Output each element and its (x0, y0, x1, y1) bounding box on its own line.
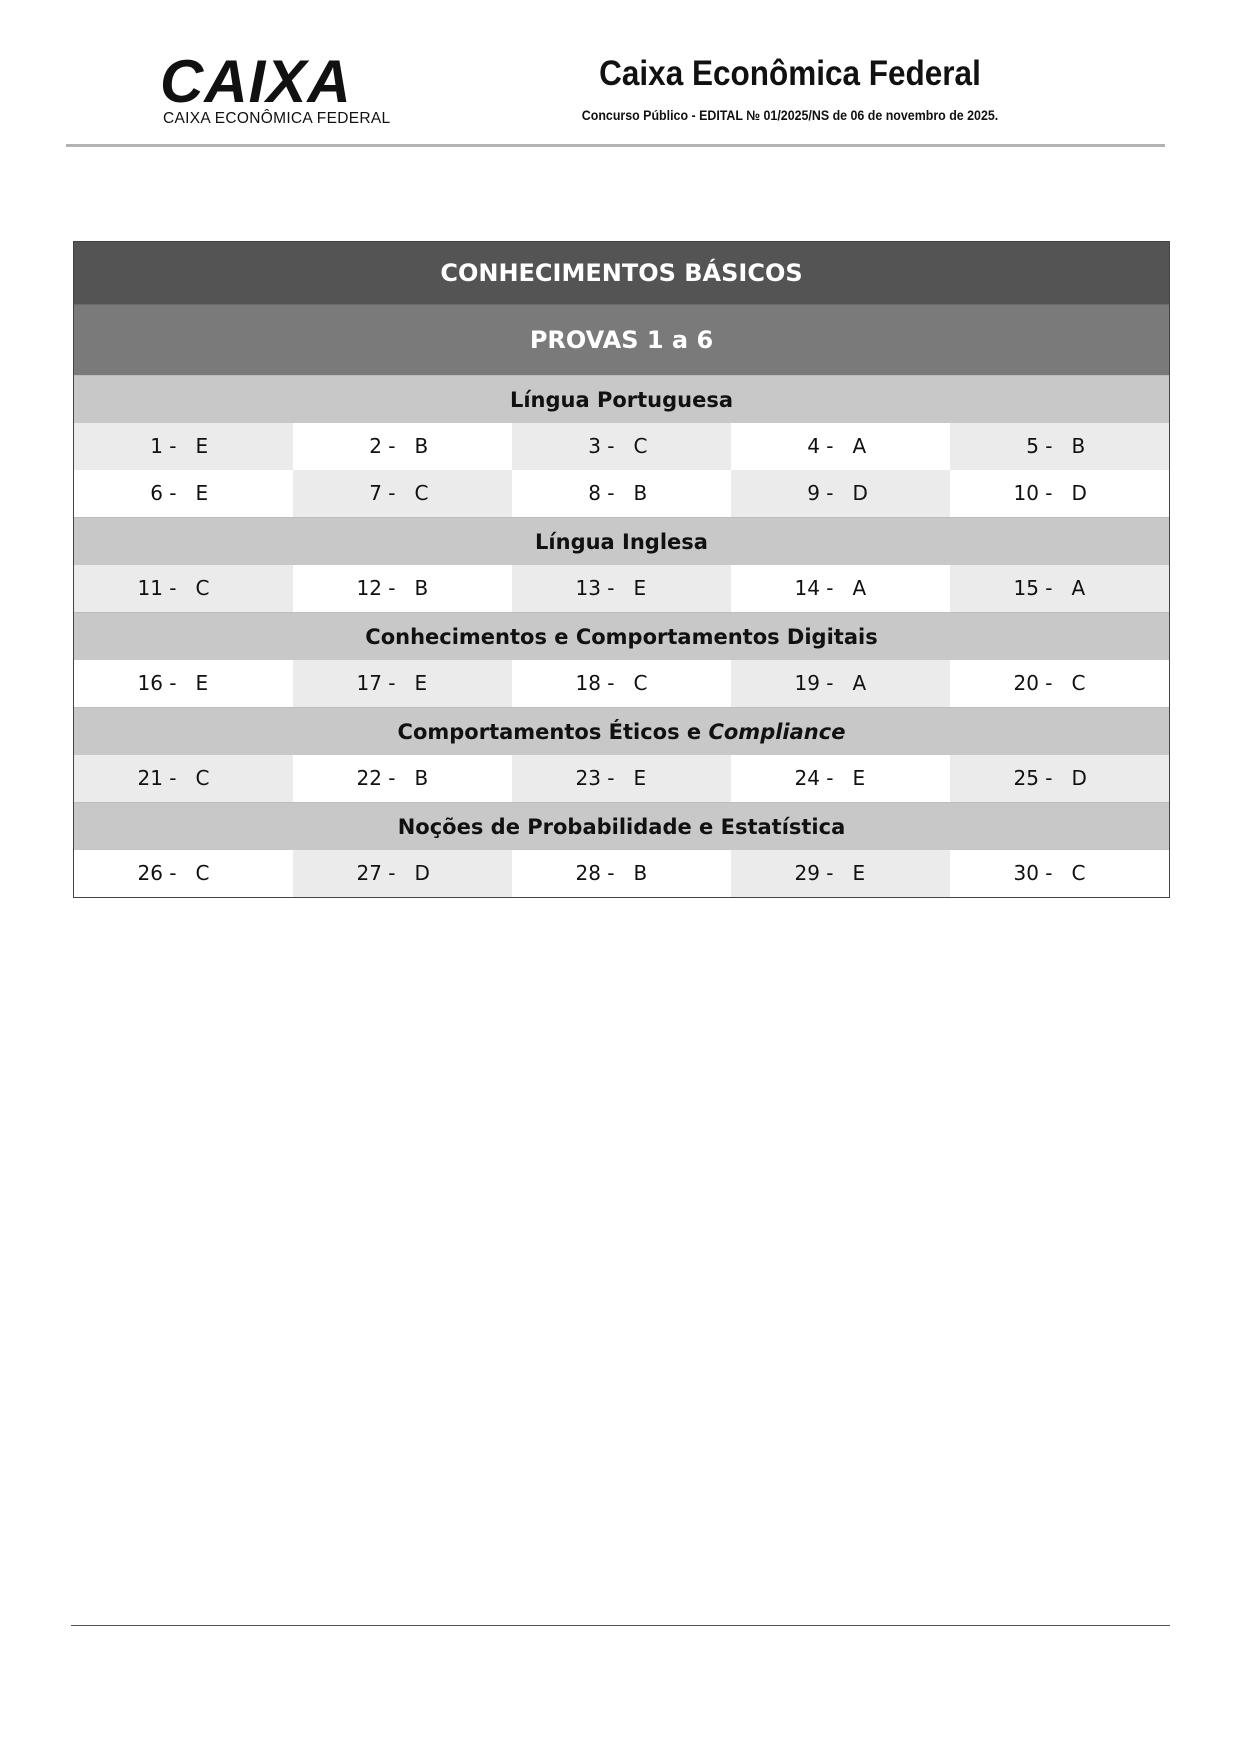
answer-letter: D (1071, 766, 1087, 790)
answer-letter: C (633, 434, 648, 458)
question-number: 21 - (137, 766, 177, 790)
subject-name: Comportamentos Éticos e (397, 719, 709, 744)
answer-cell (74, 470, 293, 517)
question-number: 14 - (794, 576, 834, 600)
answer-letter: B (414, 576, 429, 600)
answer-cell (731, 850, 950, 897)
section-title: CONHECIMENTOS BÁSICOS (74, 242, 1169, 304)
provas-title: PROVAS 1 a 6 (74, 304, 1169, 375)
subject-heading (74, 375, 1169, 423)
page-title: Caixa Econômica Federal (599, 54, 981, 93)
logo-wordmark: CAIXA (160, 48, 352, 115)
answers-row (74, 850, 1169, 897)
answer-letter: C (1071, 671, 1086, 695)
caixa-logo (160, 48, 391, 132)
answer-cell (731, 565, 950, 612)
question-number: 12 - (356, 576, 396, 600)
answer-letter: C (1071, 861, 1086, 885)
subject-heading (74, 612, 1169, 660)
answer-letter: D (1071, 481, 1087, 505)
answer-cell (731, 423, 950, 470)
answer-cell (950, 423, 1169, 470)
page-header (0, 0, 1241, 150)
subject-name: Língua Inglesa (535, 529, 708, 554)
question-number: 5 - (1026, 434, 1053, 458)
question-number: 1 - (150, 434, 177, 458)
answer-letter: A (1071, 576, 1086, 600)
answer-letter: C (633, 671, 648, 695)
answer-cell (731, 470, 950, 517)
answer-cell (293, 565, 512, 612)
answer-letter: E (195, 671, 209, 695)
answer-letter: B (633, 481, 648, 505)
answers-row (74, 565, 1169, 612)
answer-cell (512, 565, 731, 612)
answer-cell (293, 755, 512, 802)
subject-name-italic: Compliance (708, 719, 846, 744)
question-number: 7 - (369, 481, 396, 505)
question-number: 6 - (150, 481, 177, 505)
subject-name: Língua Portuguesa (509, 387, 734, 412)
answer-cell (731, 660, 950, 707)
answer-letter: C (414, 481, 429, 505)
question-number: 4 - (807, 434, 834, 458)
answer-cell (74, 755, 293, 802)
question-number: 30 - (1013, 861, 1053, 885)
question-number: 24 - (794, 766, 834, 790)
question-number: 17 - (356, 671, 396, 695)
answer-cell (950, 565, 1169, 612)
subject-name: Conhecimentos e Comportamentos Digitais (365, 624, 878, 649)
question-number: 19 - (794, 671, 834, 695)
answer-letter: E (195, 481, 209, 505)
logo-subtitle: CAIXA ECONÔMICA FEDERAL (163, 110, 391, 127)
answer-cell (74, 423, 293, 470)
answer-cell (74, 565, 293, 612)
answer-letter: A (852, 671, 867, 695)
subjects-container (74, 375, 1169, 897)
answers-row (74, 755, 1169, 802)
answer-cell (950, 850, 1169, 897)
answer-letter: C (195, 861, 210, 885)
answer-letter: B (633, 861, 648, 885)
question-number: 2 - (369, 434, 396, 458)
subject-heading (74, 802, 1169, 850)
question-number: 9 - (807, 481, 834, 505)
answer-cell (293, 423, 512, 470)
footer-divider (71, 1625, 1170, 1626)
subject-heading (74, 707, 1169, 755)
answer-cell (512, 423, 731, 470)
question-number: 23 - (575, 766, 615, 790)
answer-letter: D (852, 481, 868, 505)
answer-letter: E (633, 766, 647, 790)
question-number: 20 - (1013, 671, 1053, 695)
answer-letter: E (195, 434, 209, 458)
question-number: 25 - (1013, 766, 1053, 790)
answer-letter: E (852, 766, 866, 790)
answers-row (74, 470, 1169, 517)
question-number: 29 - (794, 861, 834, 885)
answer-key-table (73, 241, 1170, 898)
subject-heading (74, 517, 1169, 565)
answer-cell (950, 755, 1169, 802)
question-number: 27 - (356, 861, 396, 885)
question-number: 10 - (1013, 481, 1053, 505)
answer-letter: A (852, 434, 867, 458)
question-number: 8 - (588, 481, 615, 505)
answer-cell (512, 470, 731, 517)
question-number: 15 - (1013, 576, 1053, 600)
answer-letter: E (414, 671, 428, 695)
answer-cell (950, 470, 1169, 517)
question-number: 16 - (137, 671, 177, 695)
header-divider (66, 144, 1165, 147)
answers-row (74, 660, 1169, 707)
answer-letter: B (1071, 434, 1086, 458)
question-number: 26 - (137, 861, 177, 885)
answer-cell (512, 755, 731, 802)
question-number: 13 - (575, 576, 615, 600)
answer-cell (293, 660, 512, 707)
answer-cell (74, 660, 293, 707)
answer-letter: A (852, 576, 867, 600)
question-number: 11 - (137, 576, 177, 600)
answer-letter: E (852, 861, 866, 885)
answer-cell (74, 850, 293, 897)
answer-letter: D (414, 861, 430, 885)
answer-cell (512, 660, 731, 707)
answers-row (74, 423, 1169, 470)
answer-cell (293, 470, 512, 517)
answer-letter: C (195, 766, 210, 790)
answer-letter: B (414, 766, 429, 790)
answer-letter: C (195, 576, 210, 600)
answer-cell (950, 660, 1169, 707)
answer-cell (293, 850, 512, 897)
answer-letter: B (414, 434, 429, 458)
answer-letter: E (633, 576, 647, 600)
subject-name: Noções de Probabilidade e Estatística (397, 814, 846, 839)
answer-cell (512, 850, 731, 897)
answer-cell (731, 755, 950, 802)
question-number: 28 - (575, 861, 615, 885)
question-number: 22 - (356, 766, 396, 790)
question-number: 18 - (575, 671, 615, 695)
edital-subtitle: Concurso Público - EDITAL № 01/2025/NS de 06 de novembro de 2025. (581, 108, 999, 123)
question-number: 3 - (588, 434, 615, 458)
